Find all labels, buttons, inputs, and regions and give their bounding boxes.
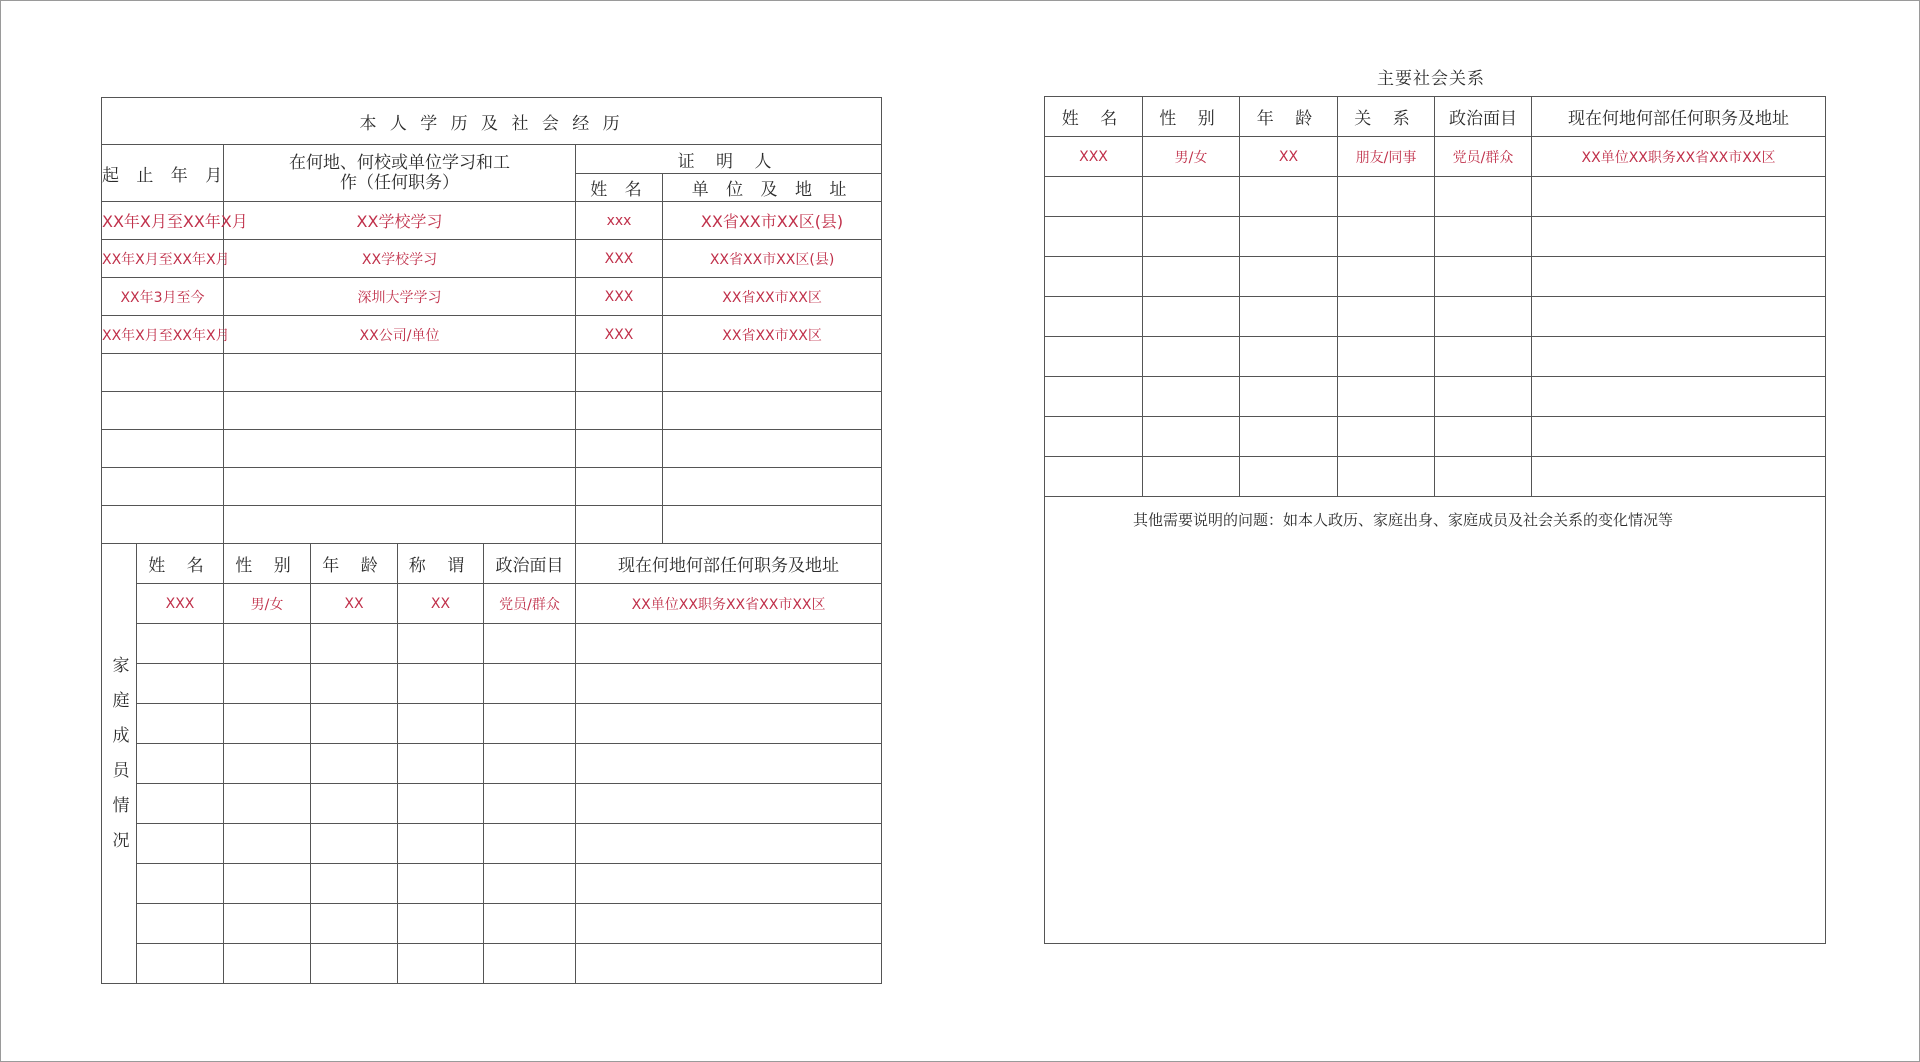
- col-witness-addr-header: 单 位 及 地 址: [663, 174, 882, 202]
- rel-header-age: 年 龄: [1240, 97, 1338, 137]
- empty-cell[interactable]: [224, 468, 576, 506]
- family-header-political: 政治面目: [484, 544, 576, 584]
- table-row: [102, 354, 882, 392]
- social-relations-title: 主要社会关系: [1377, 69, 1485, 89]
- empty-cell[interactable]: [1045, 257, 1143, 297]
- family-title[interactable]: XX: [398, 584, 484, 624]
- empty-cell[interactable]: [576, 392, 663, 430]
- family-header-job: 现在何地何部任何职务及地址: [576, 544, 882, 584]
- empty-cell[interactable]: [1435, 417, 1532, 457]
- empty-cell[interactable]: [1240, 177, 1338, 217]
- witness-name[interactable]: XXX: [576, 316, 663, 354]
- empty-cell[interactable]: [1143, 337, 1240, 377]
- witness-addr[interactable]: XX省XX市XX区: [663, 278, 882, 316]
- history-place[interactable]: XX学校学习: [224, 240, 576, 278]
- family-header-name: 姓 名: [137, 544, 224, 584]
- education-history-table: [101, 97, 882, 984]
- history-place[interactable]: 深圳大学学习: [224, 278, 576, 316]
- empty-cell[interactable]: [1532, 377, 1826, 417]
- empty-cell[interactable]: [224, 624, 311, 664]
- rel-header-political: 政治面目: [1435, 97, 1532, 137]
- empty-cell[interactable]: [224, 430, 576, 468]
- rel-political[interactable]: 党员/群众: [1435, 137, 1532, 177]
- empty-cell[interactable]: [576, 506, 663, 544]
- empty-cell[interactable]: [484, 824, 576, 864]
- rel-header-name: 姓 名: [1045, 97, 1143, 137]
- empty-cell[interactable]: [1338, 417, 1435, 457]
- family-header-age: 年 龄: [311, 544, 398, 584]
- empty-cell[interactable]: [137, 864, 224, 904]
- table-row: [102, 824, 882, 864]
- empty-cell[interactable]: [663, 506, 882, 544]
- empty-cell[interactable]: [1435, 337, 1532, 377]
- table-row: [102, 392, 882, 430]
- table-row: [102, 704, 882, 744]
- witness-addr[interactable]: XX省XX市XX区(县): [663, 202, 882, 240]
- empty-cell[interactable]: [1143, 417, 1240, 457]
- empty-cell[interactable]: [398, 744, 484, 784]
- table-row: [1045, 297, 1826, 337]
- rel-gender[interactable]: 男/女: [1143, 137, 1240, 177]
- history-place[interactable]: XX公司/单位: [224, 316, 576, 354]
- empty-cell[interactable]: [137, 784, 224, 824]
- table-row: [102, 506, 882, 544]
- empty-cell[interactable]: [1532, 457, 1826, 497]
- witness-addr[interactable]: XX省XX市XX区: [663, 316, 882, 354]
- empty-cell[interactable]: [1338, 457, 1435, 497]
- col-period-header: 起 止 年 月: [102, 145, 224, 202]
- empty-cell[interactable]: [224, 864, 311, 904]
- table-row: [1045, 377, 1826, 417]
- empty-cell[interactable]: [1338, 377, 1435, 417]
- history-period[interactable]: XX年X月至XX年X月: [102, 316, 224, 354]
- empty-cell[interactable]: [1435, 297, 1532, 337]
- history-period[interactable]: XX年X月至XX年X月: [102, 202, 224, 240]
- empty-cell[interactable]: [1143, 217, 1240, 257]
- table-row: [1045, 457, 1826, 497]
- empty-cell[interactable]: [1532, 297, 1826, 337]
- empty-cell[interactable]: [484, 784, 576, 824]
- empty-cell[interactable]: [398, 664, 484, 704]
- empty-cell[interactable]: [398, 704, 484, 744]
- table-row: [1045, 137, 1826, 177]
- empty-cell[interactable]: [576, 468, 663, 506]
- empty-cell[interactable]: [311, 904, 398, 944]
- empty-cell[interactable]: [484, 904, 576, 944]
- empty-cell[interactable]: [398, 784, 484, 824]
- empty-cell[interactable]: [1338, 257, 1435, 297]
- empty-cell[interactable]: [102, 354, 224, 392]
- empty-cell[interactable]: [224, 392, 576, 430]
- empty-cell[interactable]: [1240, 257, 1338, 297]
- other-notes-cell[interactable]: [1045, 497, 1826, 944]
- empty-cell[interactable]: [398, 944, 484, 984]
- empty-cell[interactable]: [1532, 417, 1826, 457]
- empty-cell[interactable]: [311, 944, 398, 984]
- empty-cell[interactable]: [137, 744, 224, 784]
- table-row: [1045, 257, 1826, 297]
- family-age[interactable]: XX: [311, 584, 398, 624]
- rel-job[interactable]: XX单位XX职务XX省XX市XX区: [1532, 137, 1826, 177]
- empty-cell[interactable]: [1045, 417, 1143, 457]
- witness-name[interactable]: XXX: [576, 278, 663, 316]
- empty-cell[interactable]: [311, 744, 398, 784]
- empty-cell[interactable]: [224, 944, 311, 984]
- rel-relation[interactable]: 朋友/同事: [1338, 137, 1435, 177]
- empty-cell[interactable]: [1532, 257, 1826, 297]
- empty-cell[interactable]: [576, 664, 882, 704]
- empty-cell[interactable]: [311, 704, 398, 744]
- empty-cell[interactable]: [484, 624, 576, 664]
- rel-name[interactable]: XXX: [1045, 137, 1143, 177]
- empty-cell[interactable]: [1532, 337, 1826, 377]
- empty-cell[interactable]: [1435, 177, 1532, 217]
- witness-addr[interactable]: XX省XX市XX区(县): [663, 240, 882, 278]
- empty-cell[interactable]: [1045, 457, 1143, 497]
- empty-cell[interactable]: [102, 506, 224, 544]
- empty-cell[interactable]: [484, 664, 576, 704]
- witness-name[interactable]: XXX: [576, 240, 663, 278]
- empty-cell[interactable]: [224, 354, 576, 392]
- empty-cell[interactable]: [663, 430, 882, 468]
- empty-cell[interactable]: [398, 624, 484, 664]
- family-label-text: 家庭成员情况: [108, 656, 129, 866]
- history-period[interactable]: XX年3月至今: [102, 278, 224, 316]
- empty-cell[interactable]: [311, 864, 398, 904]
- empty-cell[interactable]: [224, 784, 311, 824]
- empty-cell[interactable]: [1338, 177, 1435, 217]
- empty-cell[interactable]: [1045, 337, 1143, 377]
- table-row: [102, 316, 882, 354]
- empty-cell[interactable]: [311, 824, 398, 864]
- empty-cell[interactable]: [663, 392, 882, 430]
- family-name[interactable]: XXX: [137, 584, 224, 624]
- table-row: [102, 904, 882, 944]
- empty-cell[interactable]: [1240, 297, 1338, 337]
- empty-cell[interactable]: [311, 664, 398, 704]
- empty-cell[interactable]: [1045, 377, 1143, 417]
- table-row: [102, 278, 882, 316]
- empty-cell[interactable]: [224, 506, 576, 544]
- table-row: [102, 784, 882, 824]
- table-row: [102, 468, 882, 506]
- table-row: [102, 624, 882, 664]
- empty-cell[interactable]: [1143, 257, 1240, 297]
- table-row: [102, 430, 882, 468]
- table-row: [102, 202, 882, 240]
- empty-cell[interactable]: [224, 744, 311, 784]
- empty-cell[interactable]: [137, 944, 224, 984]
- empty-cell[interactable]: [398, 904, 484, 944]
- rel-header-relation: 关 系: [1338, 97, 1435, 137]
- rel-header-job: 现在何地何部任何职务及地址: [1532, 97, 1826, 137]
- empty-cell[interactable]: [102, 430, 224, 468]
- table-row: [102, 584, 882, 624]
- history-period[interactable]: XX年X月至XX年X月: [102, 240, 224, 278]
- empty-cell[interactable]: [1045, 297, 1143, 337]
- empty-cell[interactable]: [224, 824, 311, 864]
- empty-cell[interactable]: [576, 864, 882, 904]
- empty-cell[interactable]: [1240, 217, 1338, 257]
- empty-cell[interactable]: [1338, 297, 1435, 337]
- empty-cell[interactable]: [1240, 377, 1338, 417]
- rel-age[interactable]: XX: [1240, 137, 1338, 177]
- empty-cell[interactable]: [1045, 217, 1143, 257]
- col-witness-header: 证 明 人: [576, 145, 882, 174]
- table-row: [1045, 417, 1826, 457]
- table-row: [102, 744, 882, 784]
- empty-cell[interactable]: [398, 864, 484, 904]
- empty-cell[interactable]: [1435, 217, 1532, 257]
- empty-cell[interactable]: [1143, 457, 1240, 497]
- col-place-header: 在何地、何校或单位学习和工作（任何职务）: [224, 145, 576, 202]
- family-job[interactable]: XX单位XX职务XX省XX市XX区: [576, 584, 882, 624]
- empty-cell[interactable]: [576, 624, 882, 664]
- table-row: [1045, 177, 1826, 217]
- empty-cell[interactable]: [1338, 217, 1435, 257]
- empty-cell[interactable]: [484, 944, 576, 984]
- empty-cell[interactable]: [1435, 457, 1532, 497]
- empty-cell[interactable]: [137, 624, 224, 664]
- empty-cell[interactable]: [576, 704, 882, 744]
- empty-cell[interactable]: [576, 904, 882, 944]
- empty-cell[interactable]: [1240, 417, 1338, 457]
- table-row: [102, 944, 882, 984]
- empty-cell[interactable]: [576, 944, 882, 984]
- rel-header-gender: 性 别: [1143, 97, 1240, 137]
- empty-cell[interactable]: [137, 904, 224, 944]
- other-notes-label: 其他需要说明的问题：如本人政历、家庭出身、家庭成员及社会关系的变化情况等: [1133, 511, 1674, 529]
- empty-cell[interactable]: [1435, 257, 1532, 297]
- empty-cell[interactable]: [1143, 377, 1240, 417]
- empty-cell[interactable]: [137, 824, 224, 864]
- table-row: [102, 664, 882, 704]
- empty-cell[interactable]: [576, 744, 882, 784]
- empty-cell[interactable]: [576, 784, 882, 824]
- empty-cell[interactable]: [1143, 177, 1240, 217]
- empty-cell[interactable]: [224, 704, 311, 744]
- empty-cell[interactable]: [224, 664, 311, 704]
- empty-cell[interactable]: [1240, 337, 1338, 377]
- family-header-title: 称 谓: [398, 544, 484, 584]
- empty-cell[interactable]: [1532, 217, 1826, 257]
- family-header-gender: 性 别: [224, 544, 311, 584]
- table-row: [102, 240, 882, 278]
- empty-cell[interactable]: [484, 864, 576, 904]
- table-row: [102, 864, 882, 904]
- empty-cell[interactable]: [484, 744, 576, 784]
- empty-cell[interactable]: [1338, 337, 1435, 377]
- empty-cell[interactable]: [1045, 177, 1143, 217]
- social-relations-table: [1044, 96, 1826, 944]
- family-political[interactable]: 党员/群众: [484, 584, 576, 624]
- family-section-label: [102, 544, 137, 984]
- empty-cell[interactable]: [311, 784, 398, 824]
- empty-cell[interactable]: [1435, 377, 1532, 417]
- empty-cell[interactable]: [137, 664, 224, 704]
- col-witness-name-header: 姓 名: [576, 174, 663, 202]
- empty-cell[interactable]: [1143, 297, 1240, 337]
- empty-cell[interactable]: [102, 468, 224, 506]
- empty-cell[interactable]: [1240, 457, 1338, 497]
- empty-cell[interactable]: [224, 904, 311, 944]
- empty-cell[interactable]: [484, 704, 576, 744]
- empty-cell[interactable]: [576, 354, 663, 392]
- empty-cell[interactable]: [398, 824, 484, 864]
- empty-cell[interactable]: [663, 354, 882, 392]
- education-history-title: 本 人 学 历 及 社 会 经 历: [102, 98, 882, 145]
- family-gender[interactable]: 男/女: [224, 584, 311, 624]
- table-row: [1045, 337, 1826, 377]
- empty-cell[interactable]: [1532, 177, 1826, 217]
- empty-cell[interactable]: [137, 704, 224, 744]
- table-row: [1045, 217, 1826, 257]
- empty-cell[interactable]: [576, 824, 882, 864]
- witness-name[interactable]: xxx: [576, 202, 663, 240]
- empty-cell[interactable]: [576, 430, 663, 468]
- empty-cell[interactable]: [663, 468, 882, 506]
- empty-cell[interactable]: [311, 624, 398, 664]
- history-place[interactable]: XX学校学习: [224, 202, 576, 240]
- empty-cell[interactable]: [102, 392, 224, 430]
